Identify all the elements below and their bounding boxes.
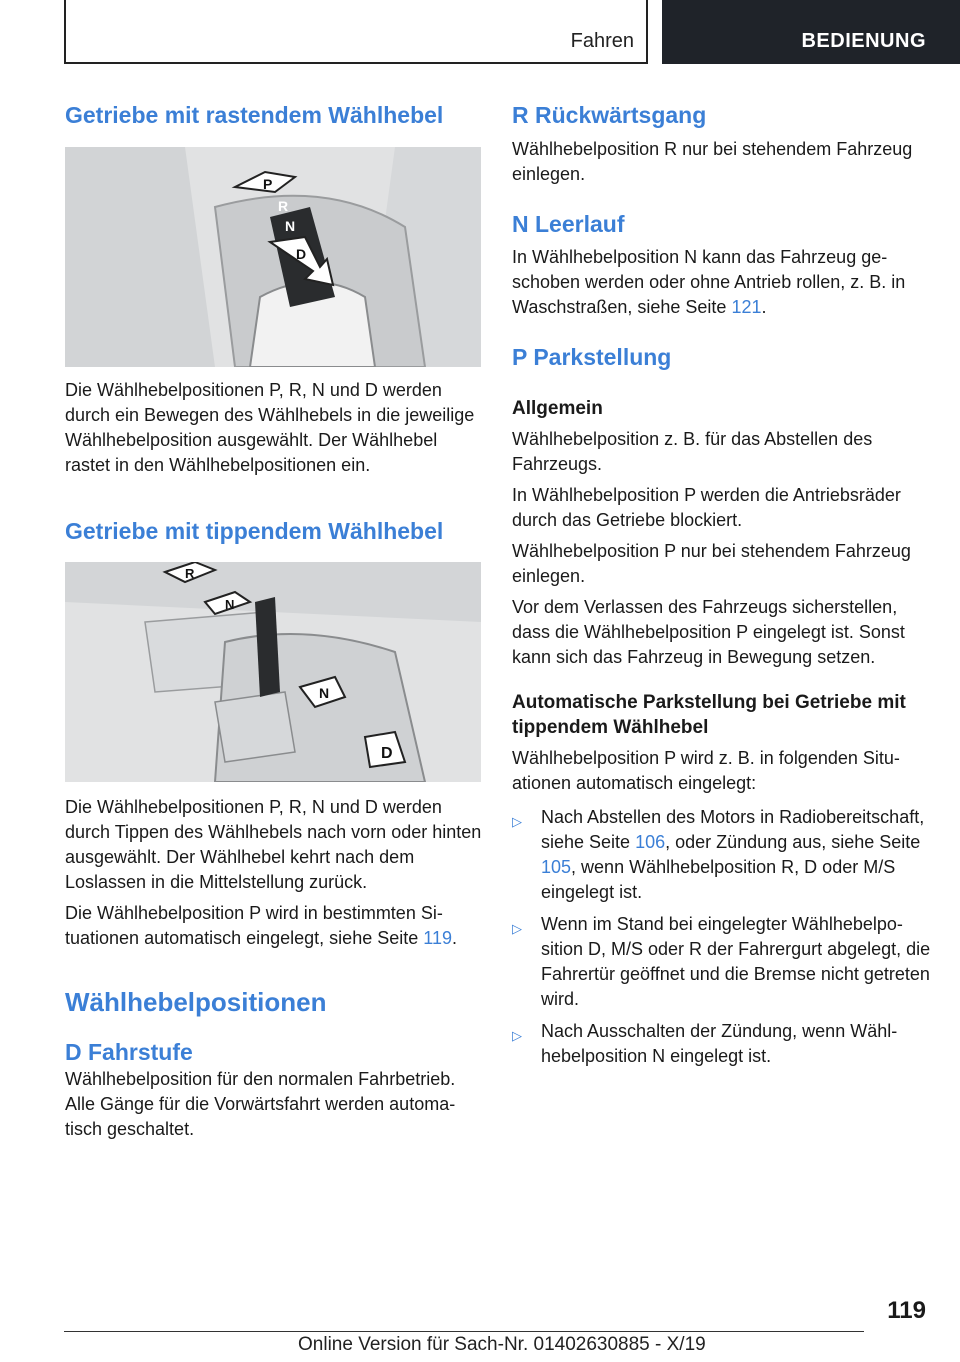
page-number: 119	[887, 1297, 926, 1324]
heading-n: N Leerlauf	[512, 211, 625, 237]
fig1-label-p: P	[263, 176, 273, 192]
header-chapter-box	[64, 0, 648, 64]
heading-r: R Rückwärtsgang	[512, 102, 707, 128]
list-item: ▷ Nach Abstellen des Motors in Radiobereitschaft, siehe Seite 106, oder Zündung aus, siehe Seite 105, wenn Wählhebelposition R, D oder M/S eingelegt ist.	[512, 807, 925, 902]
fig2-label-r: R	[185, 566, 195, 581]
figure-gear-lever-tip	[65, 562, 481, 782]
para-allgemein-2: In Wählhebelposition P werden die Antriebsräder durch das Getriebe blockiert.	[512, 485, 901, 530]
para-rastend: Die Wählhebelpositionen P, R, N und D werden durch ein Bewegen des Wählhebels in die jeweilige Wählhebelposition ausgewählt. Der Wählhebel rastet in den Wählhebelpositionen ein.	[65, 380, 475, 475]
left-column	[65, 100, 483, 1142]
section-title: BEDIENUNG	[801, 30, 926, 52]
link-page-106[interactable]: 106	[635, 832, 666, 852]
para-n: In Wählhebelposition N kann das Fahrzeug geschoben werden oder ohne Antrieb rollen, z. B. in Waschstraßen, siehe Seite 121.	[512, 247, 906, 317]
fig1-label-d: D	[296, 246, 307, 262]
para-allgemein-1: Wählhebelposition z. B. für das Abstellen des Fahrzeugs.	[512, 429, 873, 474]
fig2-label-n2: N	[319, 685, 330, 701]
heading-positionen: Wählhebelpositionen	[65, 987, 327, 1017]
footer-divider	[64, 1331, 864, 1332]
figure-gear-lever-detent	[65, 147, 481, 367]
fig1-label-r: R	[278, 198, 289, 214]
heading-tippend: Getriebe mit tippendem Wählhebel	[65, 518, 444, 544]
chapter-title: Fahren	[570, 30, 634, 52]
link-page-105[interactable]: 105	[541, 857, 572, 877]
triangle-bullet-icon: ▷	[512, 814, 522, 829]
para-tippend-2: Die Wählhebelposition P wird in bestimmten Situationen automatisch eingelegt, siehe Seite 119.	[65, 903, 457, 948]
link-page-121[interactable]: 121	[731, 297, 762, 317]
heading-auto-park: Automatische Parkstellung bei Getriebe mit tippendem Wählhebel	[512, 692, 906, 738]
heading-d-fahrstufe: D Fahrstufe	[65, 1039, 193, 1065]
fig1-label-n: N	[285, 218, 296, 234]
triangle-bullet-icon: ▷	[512, 1028, 522, 1043]
heading-p: P Parkstellung	[512, 344, 672, 370]
footer-text: Online Version für Sach-Nr. 01402630885 - X/19	[298, 1334, 706, 1355]
para-auto-park: Wählhebelposition P wird z. B. in folgenden Situationen automatisch eingelegt:	[512, 748, 900, 793]
section-tab	[662, 0, 960, 64]
auto-park-list	[512, 805, 932, 1069]
fig2-label-d: D	[381, 745, 393, 762]
heading-allgemein: Allgemein	[512, 398, 603, 419]
heading-rastend: Getriebe mit rastendem Wählhebel	[65, 102, 444, 128]
para-tippend-1: Die Wählhebelpositionen P, R, N und D werden durch Tippen des Wählhebels nach vorn oder hinten ausgewählt. Der Wählhebel kehrt nach dem Loslassen in die Mittelstellung zurück.	[65, 797, 482, 892]
triangle-bullet-icon: ▷	[512, 921, 522, 936]
para-d: Wählhebelposition für den normalen Fahrbetrieb. Alle Gänge für die Vorwärtsfahrt werden automatisch geschaltet.	[65, 1069, 456, 1139]
para-r: Wählhebelposition R nur bei stehendem Fahrzeug einlegen.	[512, 139, 913, 184]
para-allgemein-3: Wählhebelposition P nur bei stehendem Fahrzeug einlegen.	[512, 541, 911, 586]
list-item: ▷ Wenn im Stand bei eingelegter Wählhebelposition D, M/S oder R der Fahrergurt abgelegt, die Fahrertür geöffnet und die Bremse nicht getreten wird.	[512, 914, 931, 1009]
fig2-label-n1: N	[225, 597, 235, 612]
link-page-119[interactable]: 119	[423, 928, 452, 948]
list-item: ▷ Nach Ausschalten der Zündung, wenn Wählhebelposition N eingelegt ist.	[512, 1021, 898, 1066]
right-column	[512, 100, 932, 1076]
para-allgemein-4: Vor dem Verlassen des Fahrzeugs sicherstellen, dass die Wählhebelposition P eingelegt ist. Sonst kann sich das Fahrzeug in Bewegung setzen.	[512, 597, 905, 667]
